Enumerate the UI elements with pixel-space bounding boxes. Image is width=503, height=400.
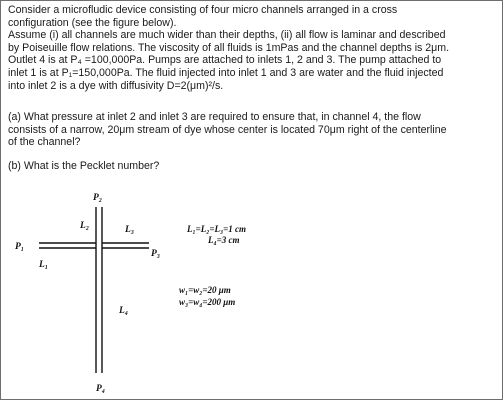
question-a-line: of the channel? <box>8 136 81 149</box>
question-b <box>8 160 498 173</box>
question-a-line: consists of a narrow, 20μm stream of dye whose center is located 70μm right of the centerline <box>8 123 447 136</box>
question-a-line: (a) What pressure at inlet 2 and inlet 3 are required to ensure that, in channel 4, the flow <box>8 111 421 123</box>
vertical-channel <box>96 207 102 373</box>
label-p1: P₁ <box>15 242 25 252</box>
label-l3: L₃ <box>125 225 135 235</box>
label-l4: L₄ <box>119 306 129 316</box>
horizontal-channel-right <box>102 243 149 248</box>
label-l2: L₂ <box>80 221 90 231</box>
intro-line: Assume (i) all channels are much wider than their depths, (ii) all flow is laminar and described <box>8 29 446 42</box>
channel-diagram <box>1 183 503 399</box>
intro-line: Outlet 4 is at P₄ =100,000Pa. Pumps are attached to inlets 1, 2 and 3. The pump attached to <box>8 54 442 67</box>
horizontal-channel-left <box>39 243 96 248</box>
problem-intro <box>8 4 498 92</box>
intro-line: into inlet 2 is a dye with diffusivity D=2(μm)²/s. <box>8 79 224 92</box>
intro-line: inlet 1 is at P₁=150,000Pa. The fluid injected into inlet 1 and 3 are water and the fluid injected <box>8 66 444 79</box>
label-p3: P₃ <box>151 249 161 259</box>
label-p4: P₄ <box>96 384 106 394</box>
eq-widths-narrow: w₁=w₂=20 μm <box>179 285 231 295</box>
question-b-line: (b) What is the Pecklet number? <box>8 160 160 172</box>
eq-widths-wide: w₃=w₄=200 μm <box>179 297 236 307</box>
question-a <box>8 111 498 149</box>
eq-length-long: L₄=3 cm <box>208 235 240 245</box>
label-p2: P₂ <box>93 193 103 203</box>
intro-line: configuration (see the figure below). <box>8 16 177 29</box>
intro-line: by Poiseuille flow relations. The viscosity of all fluids is 1mPas and the channel depths is 2μm. <box>8 41 450 54</box>
intro-line: Consider a microfludic device consisting of four micro channels arranged in a cross <box>8 4 398 16</box>
label-l1: L₁ <box>39 260 49 270</box>
eq-lengths-short: L₁=L₂=L₃=1 cm <box>187 224 247 234</box>
